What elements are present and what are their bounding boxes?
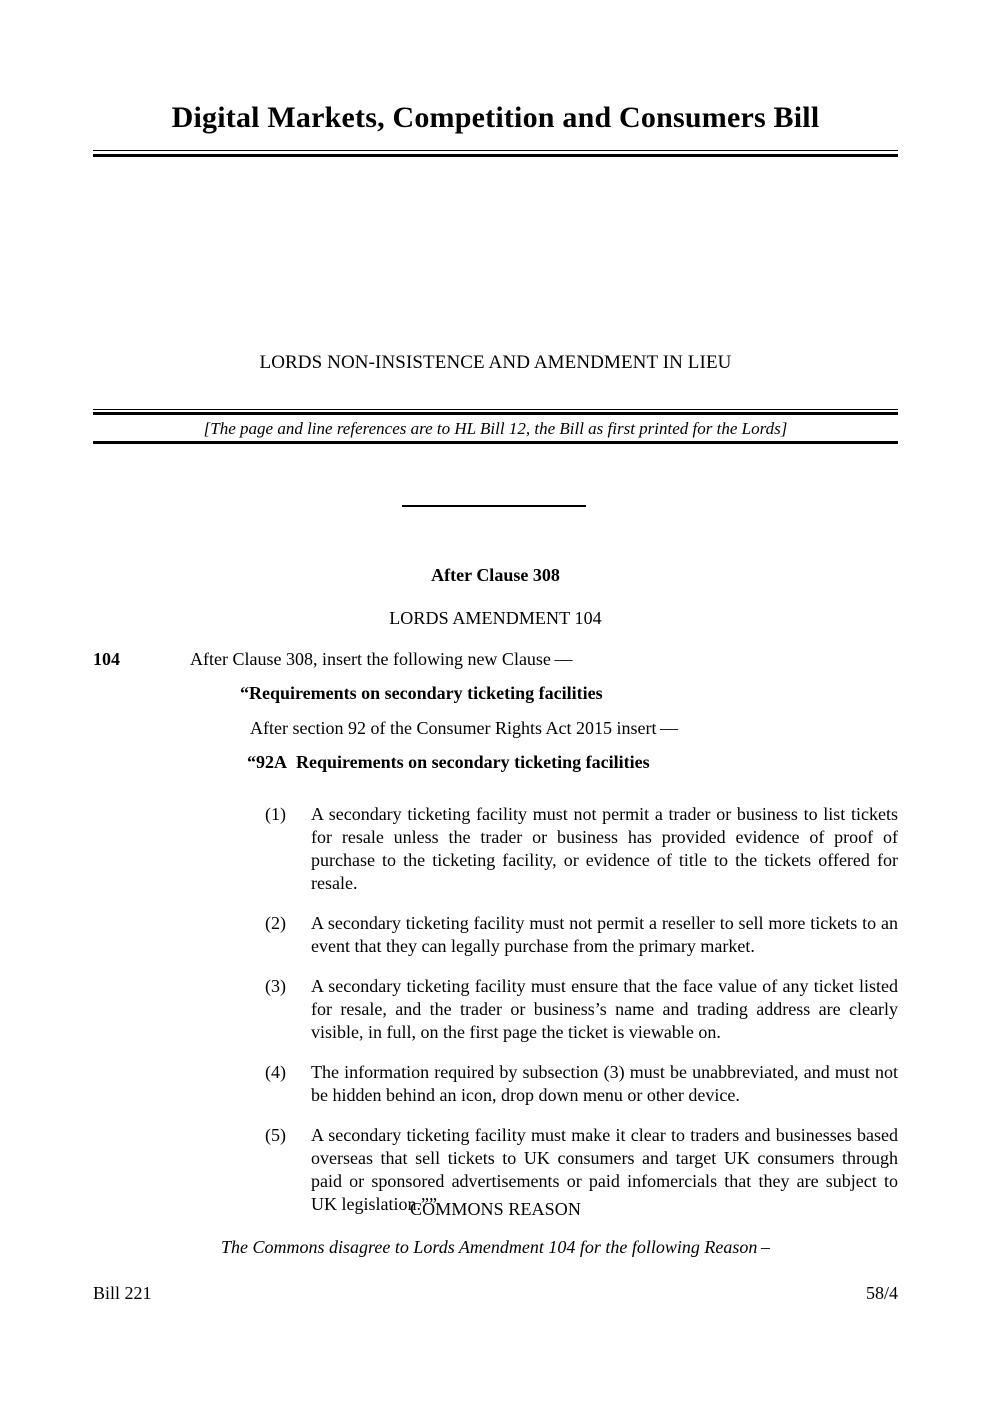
amendment-lead-text: After Clause 308, insert the following new Clause —	[190, 649, 573, 669]
subsection-marker: (1)	[265, 804, 286, 824]
new-section-title: Requirements on secondary ticketing facilities	[296, 752, 650, 772]
note-top-double-rule	[93, 409, 898, 415]
commons-reason-text: The Commons disagree to Lords Amendment 104 for the following Reason –	[221, 1237, 770, 1257]
subsection-item	[0, 803, 991, 895]
title-double-rule	[93, 150, 898, 157]
subsection-item	[0, 912, 991, 958]
amendment-margin-number: 104	[93, 649, 120, 669]
subsection-text: A secondary ticketing facility must not permit a trader or business to list tickets for resale unless the trader or business has provided evidence of proof of purchase to the ticketing facility, or evidence of title to the tickets offered for resale.	[311, 804, 898, 894]
after-clause-heading: After Clause 308	[431, 565, 560, 585]
footer-page-reference: 58/4	[865, 1283, 898, 1303]
note-bottom-rule	[93, 441, 898, 444]
subsection-list	[0, 803, 991, 1216]
lords-amendment-label: LORDS AMENDMENT 104	[389, 608, 602, 628]
insert-instruction-text: After section 92 of the Consumer Rights Act 2015 insert —	[250, 718, 679, 738]
commons-reason-heading: COMMONS REASON	[410, 1199, 581, 1219]
subsection-text: The information required by subsection (3) must be unabbreviated, and must not be hidden behind an icon, drop down menu or other device.	[311, 1062, 898, 1106]
inserted-clause-heading: “Requirements on secondary ticketing facilities	[240, 683, 603, 703]
subsection-marker: (5)	[265, 1125, 286, 1146]
subsection-text: A secondary ticketing facility must make it clear to traders and businesses based overseas that sell tickets to UK consumers and target UK consumers through paid or sponsored advertisements or paid infomercials that they are subject to UK legislation.””	[311, 1125, 898, 1215]
subsection-item	[0, 975, 991, 1044]
subsection-marker: (3)	[265, 976, 286, 997]
subsection-text: A secondary ticketing facility must ensure that the face value of any ticket listed for resale, and the trader or business’s name and trading address are clearly visible, in full, on the first page the ticket is viewable on.	[311, 976, 898, 1043]
rule-thick-line	[93, 441, 898, 444]
subsection-marker: (2)	[265, 913, 286, 934]
subsection-text: A secondary ticketing facility must not permit a reseller to sell more tickets to an event that they can legally purchase from the primary market.	[311, 913, 898, 957]
reference-note: [The page and line references are to HL Bill 12, the Bill as first printed for the Lords]	[203, 419, 788, 438]
new-section-heading-line	[247, 752, 897, 773]
rule-thick-line	[93, 154, 898, 157]
subsection-marker: (4)	[265, 1062, 286, 1083]
footer-bill-number: Bill 221	[93, 1283, 152, 1303]
section-heading: LORDS NON-INSISTENCE AND AMENDMENT IN LIEU	[259, 352, 732, 373]
new-section-number: “92A	[247, 752, 287, 772]
page-title: Digital Markets, Competition and Consumers Bill	[171, 101, 820, 134]
short-centered-rule	[402, 505, 586, 507]
rule-thick-line	[93, 412, 898, 415]
subsection-item	[0, 1061, 991, 1107]
